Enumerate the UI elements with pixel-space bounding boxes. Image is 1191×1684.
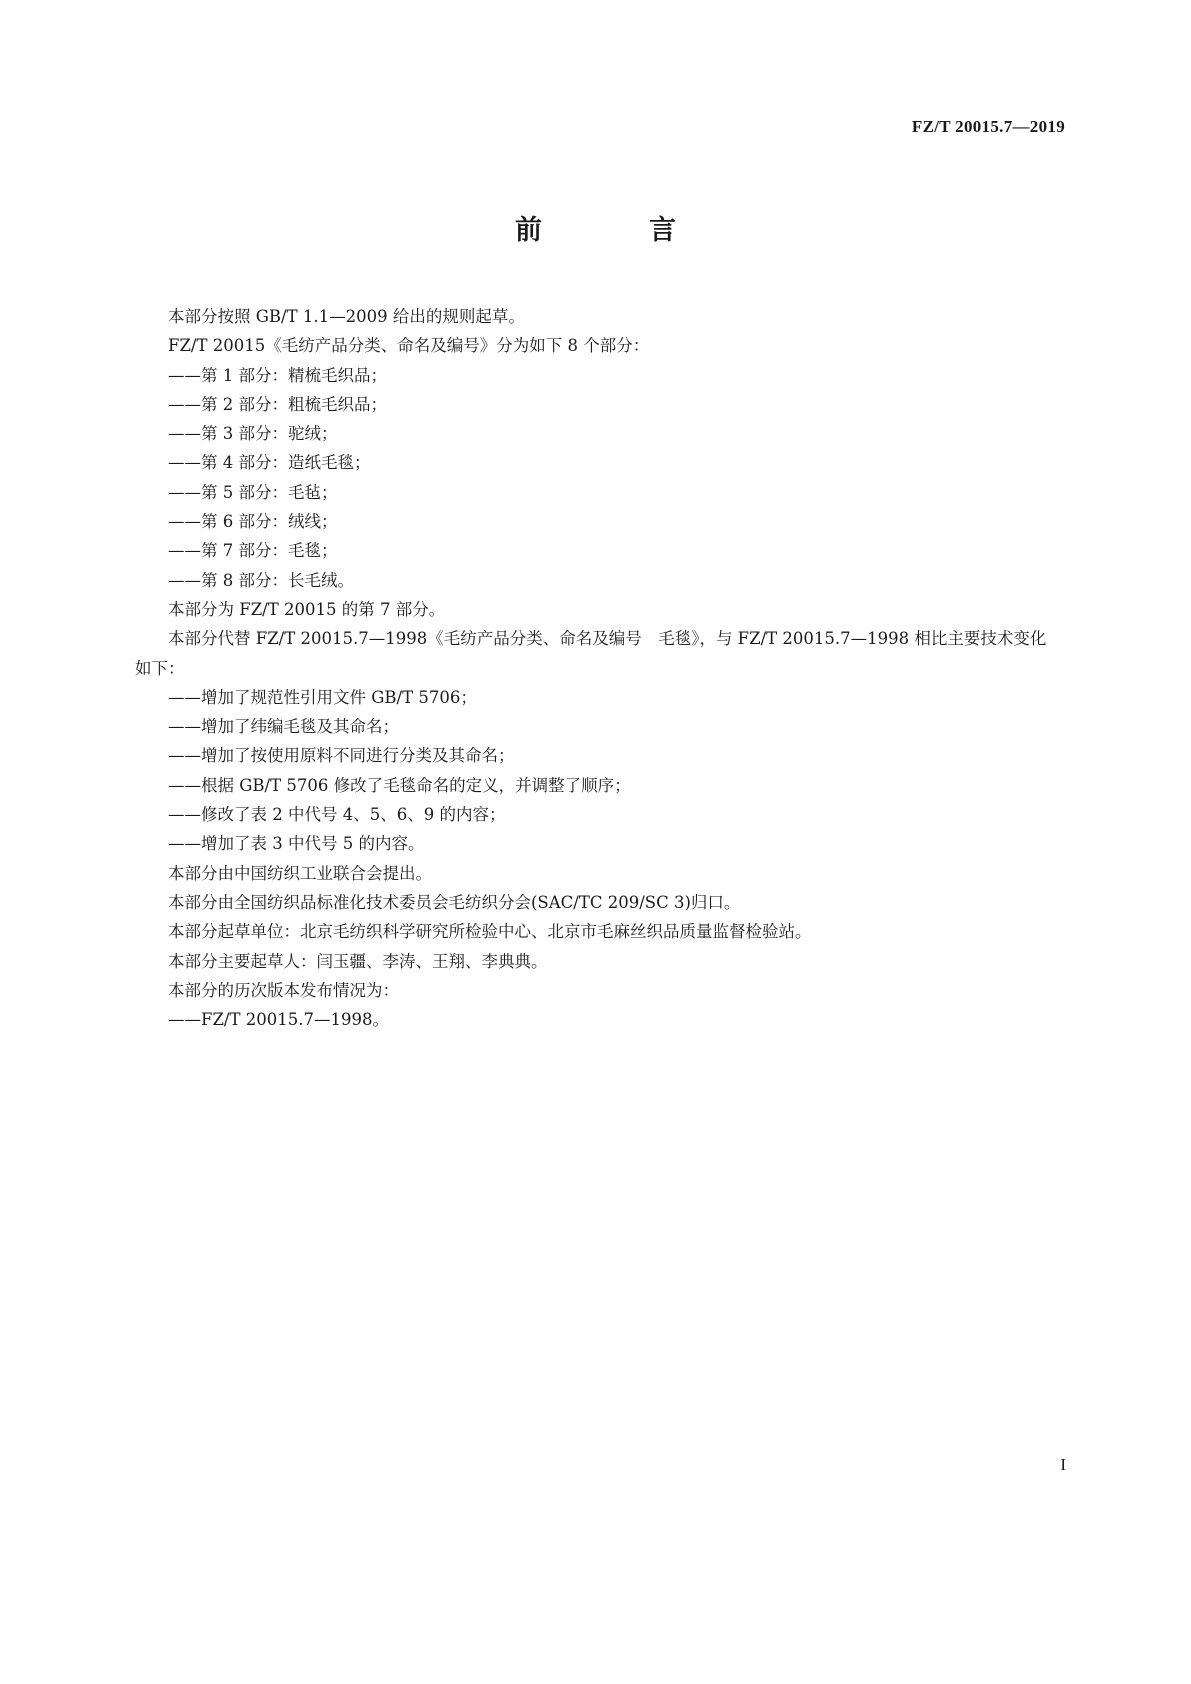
paragraph: 本部分主要起草人：闫玉疆、李涛、王翔、李典典。 xyxy=(168,951,548,971)
list-item: ——修改了表 2 中代号 4、5、6、9 的内容； xyxy=(168,805,506,825)
list-item: ——第 3 部分：驼绒； xyxy=(168,424,338,444)
list-item: ——第 6 部分：绒线； xyxy=(168,512,338,532)
list-item: ——增加了按使用原料不同进行分类及其命名； xyxy=(168,746,515,766)
preface-body xyxy=(135,302,1055,1034)
standard-code: FZ/T 20015.7—2019 xyxy=(911,117,1065,136)
list-item: ——第 1 部分：精梳毛织品； xyxy=(168,365,387,385)
paragraph: 本部分由全国纺织品标准化技术委员会毛纺织分会(SAC/TC 209/SC 3)归口。 xyxy=(168,892,741,912)
list-item: ——FZ/T 20015.7—1998。 xyxy=(168,1010,389,1030)
list-item: ——根据 GB/T 5706 修改了毛毯命名的定义，并调整了顺序； xyxy=(168,775,631,795)
list-item: ——增加了规范性引用文件 GB/T 5706； xyxy=(168,687,477,707)
paragraph: 本部分起草单位：北京毛纺织科学研究所检验中心、北京市毛麻丝织品质量监督检验站。 xyxy=(168,922,812,942)
paragraph: 本部分代替 FZ/T 20015.7—1998《毛纺产品分类、命名及编号 毛毯》，与 FZ/T 20015.7—1998 相比主要技术变化如下： xyxy=(135,629,1047,678)
list-item: ——第 5 部分：毛毡； xyxy=(168,482,338,502)
paragraph: 本部分为 FZ/T 20015 的第 7 部分。 xyxy=(168,599,446,619)
list-item: ——增加了表 3 中代号 5 的内容。 xyxy=(168,834,425,854)
page-number: I xyxy=(1060,1455,1066,1474)
paragraph: 本部分的历次版本发布情况为： xyxy=(168,980,399,1000)
list-item: ——第 2 部分：粗梳毛织品； xyxy=(168,394,387,414)
list-item: ——第 4 部分：造纸毛毯； xyxy=(168,453,371,473)
paragraph: FZ/T 20015《毛纺产品分类、命名及编号》分为如下 8 个部分： xyxy=(168,336,650,356)
list-item: ——第 8 部分：长毛绒。 xyxy=(168,570,354,590)
paragraph: 本部分按照 GB/T 1.1—2009 给出的规则起草。 xyxy=(168,307,525,326)
page-title: 前 言 xyxy=(515,215,716,246)
list-item: ——第 7 部分：毛毯； xyxy=(168,541,338,561)
paragraph: 本部分由中国纺织工业联合会提出。 xyxy=(168,863,432,883)
list-item: ——增加了纬编毛毯及其命名； xyxy=(168,717,399,737)
